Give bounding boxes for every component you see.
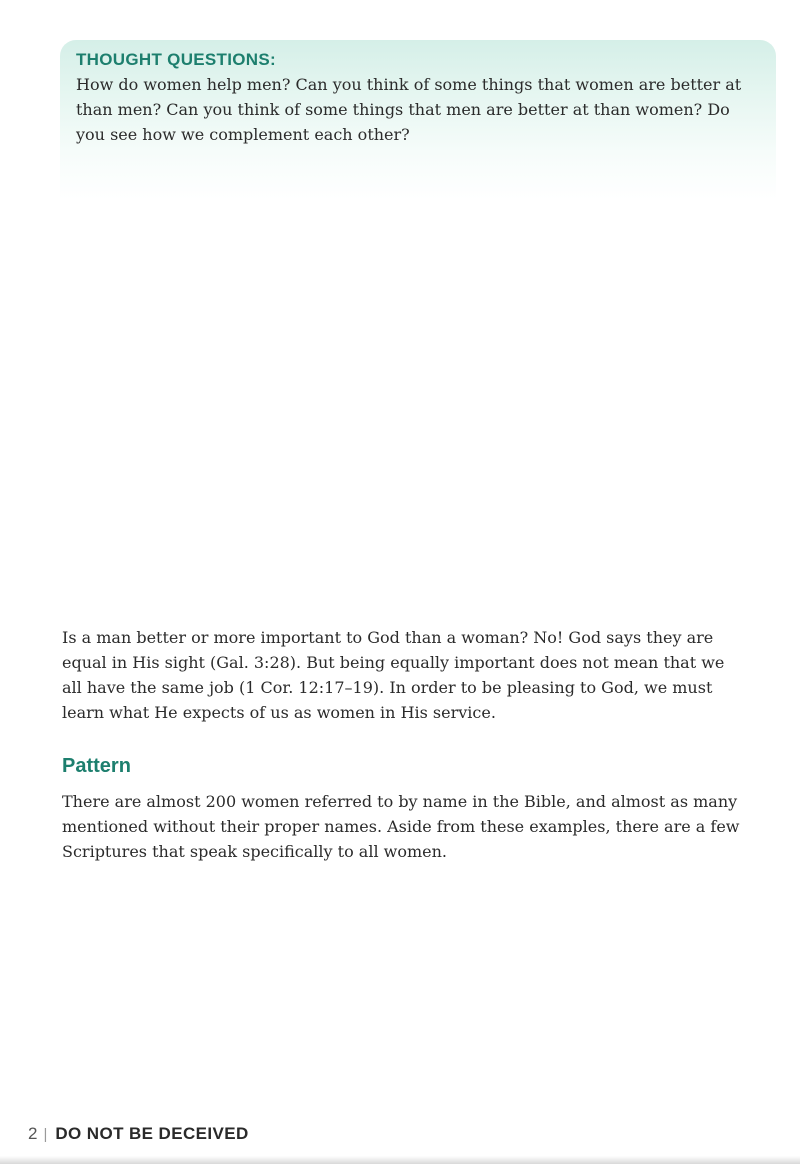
page-number: 2 [28,1124,38,1143]
thought-questions-text: How do women help men? Can you think of some things that women are better at than men? Can you think of some things that men are better at than women? Do you see how we complement each other? [76,75,742,144]
book-title: DO NOT BE DECEIVED [55,1124,249,1143]
footer-divider: | [43,1125,48,1143]
thought-questions-box [60,40,776,200]
pattern-paragraph: There are almost 200 women referred to by name in the Bible, and almost as many mentioned without their proper names. Aside from these examples, there are a few Scriptures that speak specifically to all women. [62,792,740,861]
pattern-heading: Pattern [62,755,131,777]
page-edge-shadow [0,1156,800,1164]
page-footer [28,1124,249,1144]
body-paragraph: Is a man better or more important to God than a woman? No! God says they are equal in His sight (Gal. 3:28). But being equally important does not mean that we all have the same job (1 Cor. 12:17–19). In order to be pleasing to God, we must learn what He expects of us as women in His service. [62,628,725,722]
thought-questions-heading: THOUGHT QUESTIONS: [76,50,276,69]
